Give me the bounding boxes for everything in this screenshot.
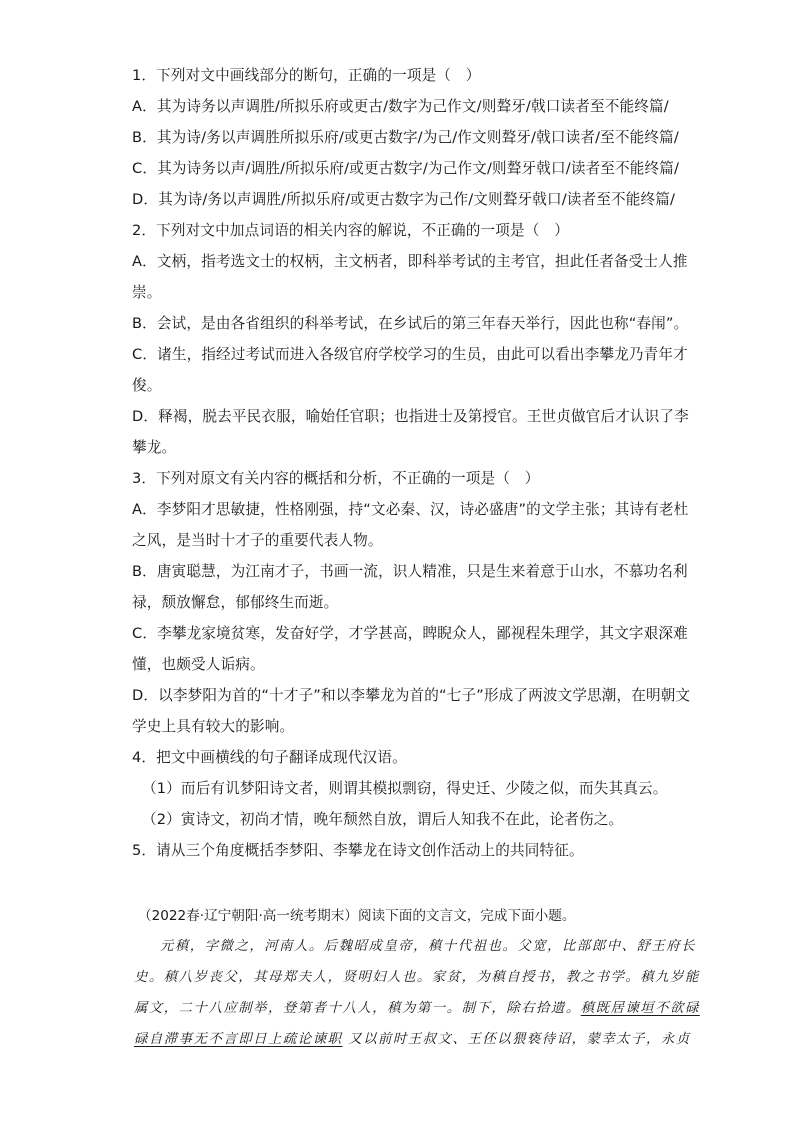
passage-line-3-text: 属文，二十八应制举，登第者十八人，稹为第一。制下，除右拾遗。 xyxy=(134,1001,581,1016)
q2-option-c-line2: 俊。 xyxy=(132,377,162,394)
q1-option-b: B．其为诗/务以声调胜所拟乐府/或更古数字/为己/作文则聱牙/戟口读者/至不能终篇/ xyxy=(132,129,679,146)
passage-underlined-sentence-end: 碌自滞事无不言即日上疏论谏职 xyxy=(134,1032,343,1047)
q3-option-c-line2: 懂，也颇受人诟病。 xyxy=(132,656,265,673)
q2-option-d-line1: D．释褐，脱去平民衣服，喻始任官职；也指进士及第授官。王世贞做官后才认识了李 xyxy=(132,408,689,425)
q2-option-c-line1: C．诸生，指经过考试而进入各级官府学校学习的生员，由此可以看出李攀龙乃青年才 xyxy=(132,346,688,363)
q2-option-d-line2: 攀龙。 xyxy=(132,439,177,456)
q1-option-d: D．其为诗/务以声调胜/所拟乐府/或更古数字为己作/文则聱牙戟口/读者至不能终篇/ xyxy=(132,191,676,208)
q5-stem: 5．请从三个角度概括李梦阳、李攀龙在诗文创作活动上的共同特征。 xyxy=(132,842,584,859)
passage-source: （2022春·辽宁朝阳·高一统考期末）阅读下面的文言文，完成下面小题。 xyxy=(138,908,576,924)
passage-line-2: 史。稹八岁丧父，其母郑夫人，贤明妇人也。家贫，为稹自授书，教之书学。稹九岁能 xyxy=(134,970,700,985)
q2-option-a-line2: 崇。 xyxy=(132,284,162,301)
q1-option-c: C．其为诗务以声/调胜/所拟乐府/或更古数字/为己作文/则聱牙戟口/读者至不能终篇/ xyxy=(132,160,680,177)
passage-line-1: 元稹，字微之，河南人。后魏昭成皇帝，稹十代祖也。父宽，比部郎中、舒王府长 xyxy=(160,939,697,954)
q1-stem: 1．下列对文中画线部分的断句，正确的一项是（ ） xyxy=(132,67,481,84)
q2-option-a-line1: A．文柄，指考选文士的权柄，主文柄者，即科举考试的主考官，担此任者备受士人推 xyxy=(132,253,688,270)
passage-underlined-sentence-start: 稹既居谏垣不欲碌 xyxy=(580,1001,700,1016)
q3-stem: 3．下列对原文有关内容的概括和分析，不正确的一项是（ ） xyxy=(132,470,540,487)
passage-line-4 xyxy=(134,1030,691,1050)
q4-sentence-2: （2）寅诗文，初尚才情，晚年颓然自放，谓后人知我不在此，论者伤之。 xyxy=(142,811,624,828)
q3-option-d-line1: D．以李梦阳为首的“十才子”和以李攀龙为首的“七子”形成了两波文学思潮，在明朝文 xyxy=(132,687,691,704)
q4-stem: 4．把文中画横线的句子翻译成现代汉语。 xyxy=(132,749,407,766)
passage-line-4-rest: 又以前时王叔文、王伾以猥亵待诏，蒙幸太子，永贞 xyxy=(342,1032,691,1047)
q1-option-a: A．其为诗务以声调胜/所拟乐府或更古/数字为己作文/则聱牙/戟口读者至不能终篇/ xyxy=(132,98,669,115)
passage-line-3 xyxy=(134,999,700,1019)
q3-option-a-line1: A．李梦阳才思敏捷，性格刚强，持“文必秦、汉，诗必盛唐”的文学主张；其诗有老杜 xyxy=(132,501,689,518)
q3-option-d-line2: 学史上具有较大的影响。 xyxy=(132,718,295,735)
q3-option-b-line2: 禄，颓放懈怠，郁郁终生而逝。 xyxy=(132,594,339,611)
q3-option-b-line1: B．唐寅聪慧，为江南才子，书画一流，识人精准，只是生来着意于山水，不慕功名利 xyxy=(132,563,688,580)
q2-stem: 2．下列对文中加点词语的相关内容的解说，不正确的一项是（ ） xyxy=(132,222,570,239)
q3-option-c-line1: C．李攀龙家境贫寒，发奋好学，才学甚高，睥睨众人，鄙视程朱理学，其文字艰深难 xyxy=(132,625,688,642)
q3-option-a-line2: 之风，是当时十才子的重要代表人物。 xyxy=(132,532,383,549)
q4-sentence-1: （1）而后有讥梦阳诗文者，则谓其模拟剽窃，得史迁、少陵之似，而失其真云。 xyxy=(142,780,668,797)
q2-option-b: B．会试，是由各省组织的科举考试，在乡试后的第三年春天举行，因此也称“春闱”。 xyxy=(132,315,689,332)
